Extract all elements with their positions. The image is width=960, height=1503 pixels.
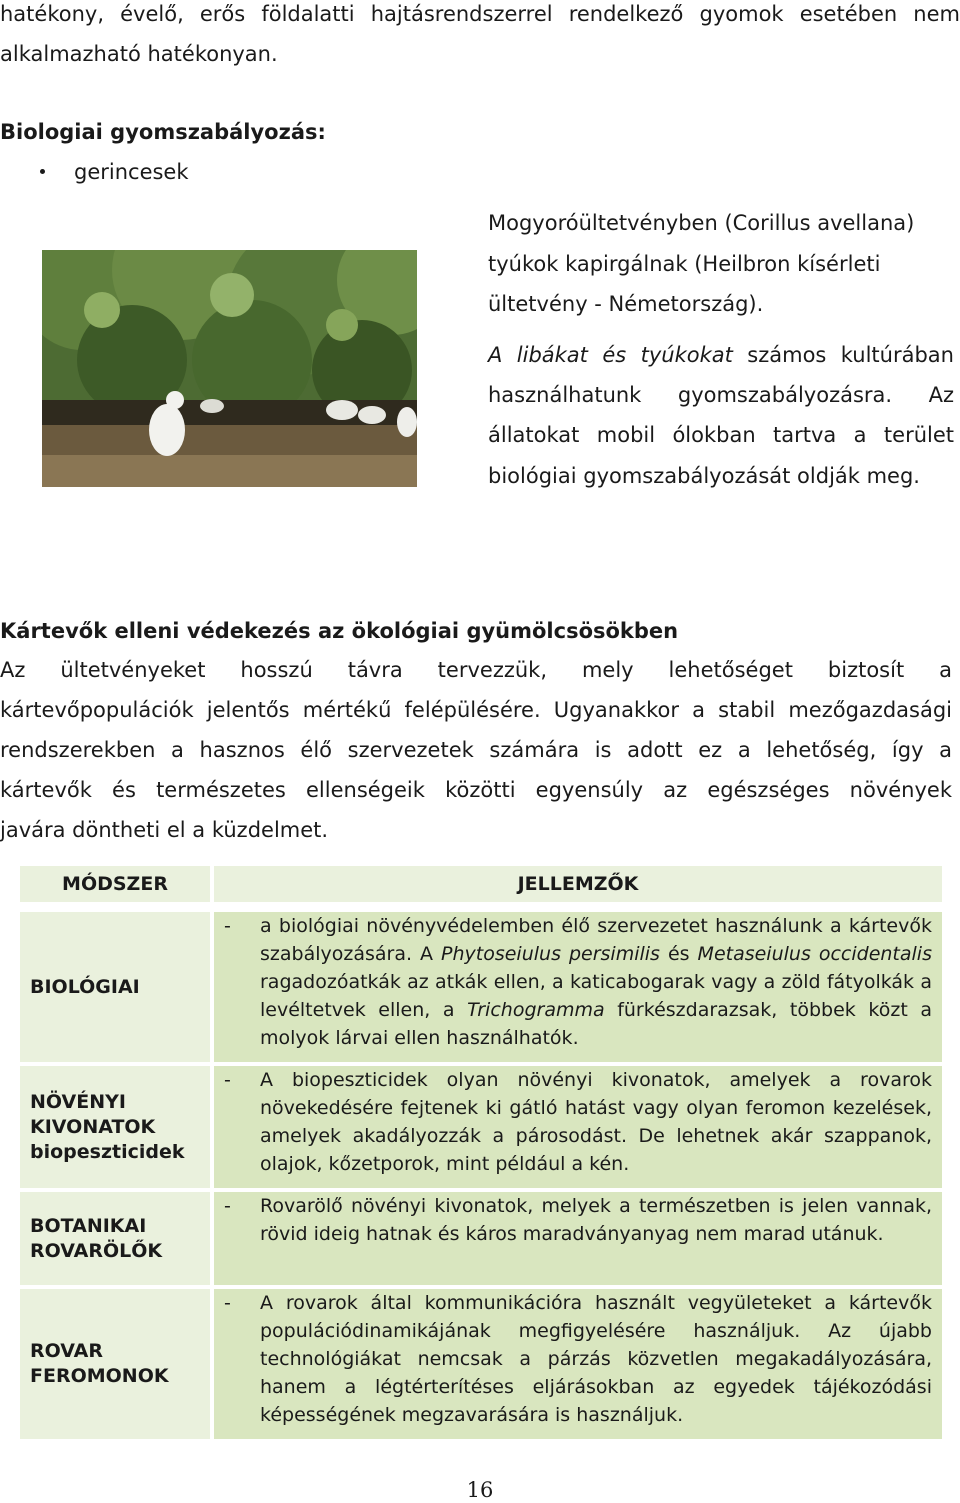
feature-cell-insect-pheromones — [214, 1289, 942, 1439]
feature-text-part: ragadozóatkák az atkák ellen, a katicabogarak vagy a zöld fátyolkák a levéltetvek ellen, a — [260, 971, 932, 1021]
feature-text — [260, 912, 932, 1052]
pest-para-line-4: kártevők és természetes ellenségeik közötti egyensúly az egészséges növények — [0, 778, 952, 802]
pest-para-line-2: kártevőpopulációk jelentős mértékű felépülésére. Ugyanakkor a stabil mezőgazdasági — [0, 698, 952, 722]
table-header-method — [20, 866, 210, 902]
caption-line-1: Mogyoróültetvényben (Corillus avellana) — [488, 211, 915, 235]
table-header-features — [214, 866, 942, 902]
method-cell-plant-extracts — [20, 1066, 210, 1188]
caption-para2-line-4: biológiai gyomszabályozását oldják meg. — [488, 464, 920, 488]
method-cell-insect-pheromones — [20, 1289, 210, 1439]
caption-line-2: tyúkok kapirgálnak (Heilbron kísérleti — [488, 252, 881, 276]
intro-line-1: hatékony, évelő, erős földalatti hajtásrendszerrel rendelkező gyomok esetében nem — [0, 2, 960, 26]
pest-para-line-5: javára döntheti el a küzdelmet. — [0, 818, 329, 842]
bio-heading: Biologiai gyomszabályozás: — [0, 120, 326, 144]
page-number: 16 — [466, 1478, 494, 1502]
method-cell-biological — [20, 912, 210, 1062]
pest-para-line-3: rendszerekben a hasznos élő szervezetek számára is adott ez a lehetőség, így a — [0, 738, 952, 762]
row-dash: - — [224, 1195, 231, 1217]
feature-text-part: a biológiai növényvédelemben élő szervezetet használunk a kártevők szabályozására. A — [260, 915, 932, 965]
feature-text: A rovarok által kommunikációra használt vegyületeket a kártevők populációdinamikájának megfigyelésére használjuk. Az újabb technológiákat nemcsak a párzás közvetlen megakadályozására, hanem a légtérterítéses eljárásokban az egyedek tájékozódási képességének megzavarására is használjuk. — [260, 1292, 932, 1426]
caption-para2-rest: számos kultúrában — [732, 343, 954, 367]
caption-para2-line-2: használhatunk gyomszabályozásra. Az — [488, 383, 954, 407]
genus-name: Trichogramma — [467, 999, 605, 1021]
row-dash: - — [224, 1069, 231, 1091]
row-dash: - — [224, 1292, 231, 1314]
caption-para2-line-1 — [488, 335, 954, 375]
bullet-icon — [40, 169, 45, 174]
hens-orchard-photo — [42, 250, 417, 487]
feature-text-part: és — [659, 943, 698, 965]
feature-cell-plant-extracts — [214, 1066, 942, 1188]
row-dash: - — [224, 915, 231, 937]
species-name: Metaseiulus occidentalis — [697, 943, 932, 965]
intro-line-2: alkalmazható hatékonyan. — [0, 42, 278, 66]
method-label: ROVAR FEROMONOK — [30, 1340, 169, 1387]
method-label: BIOLÓGIAI — [30, 975, 140, 998]
feature-cell-biological — [214, 912, 942, 1062]
species-name: Phytoseiulus persimilis — [441, 943, 660, 965]
method-label: NÖVÉNYI KIVONATOK biopeszticidek — [30, 1090, 185, 1163]
pest-section-heading: Kártevők elleni védekezés az ökológiai gyümölcsösökben — [0, 619, 679, 643]
caption-italic-phrase: A libákat és tyúkokat — [488, 343, 733, 367]
pest-para-line-1: Az ültetvényeket hosszú távra tervezzük, mely lehetőséget biztosít a — [0, 658, 952, 682]
method-cell-botanical-insecticides — [20, 1192, 210, 1285]
table-header-features-label: JELLEMZŐK — [517, 873, 639, 895]
method-label: BOTANIKAI ROVARÖLŐK — [30, 1214, 163, 1262]
feature-text-part: fürkészdarazsak, többek közt a molyok lárvai ellen használhatók. — [260, 999, 932, 1049]
feature-text: Rovarölő növényi kivonatok, melyek a természetben is jelen vannak, rövid ideig hatnak és káros maradványanyag nem marad utánuk. — [260, 1195, 932, 1245]
caption-para2-line-3: állatokat mobil ólokban tartva a terület — [488, 423, 954, 447]
bullet-item: gerincesek — [74, 160, 189, 184]
table-header-method-label: MÓDSZER — [62, 873, 168, 895]
caption-line-3: ültetvény - Németország). — [488, 292, 764, 316]
feature-text: A biopeszticidek olyan növényi kivonatok, amelyek a rovarok növekedésére fejtenek ki gátló hatást vagy olyan feromon kezelések, amelyek akadályozzák a párosodást. De lehetnek akár szappanok, olajok, kőzetporok, mint például a kén. — [260, 1069, 932, 1175]
feature-cell-botanical-insecticides — [214, 1192, 942, 1285]
